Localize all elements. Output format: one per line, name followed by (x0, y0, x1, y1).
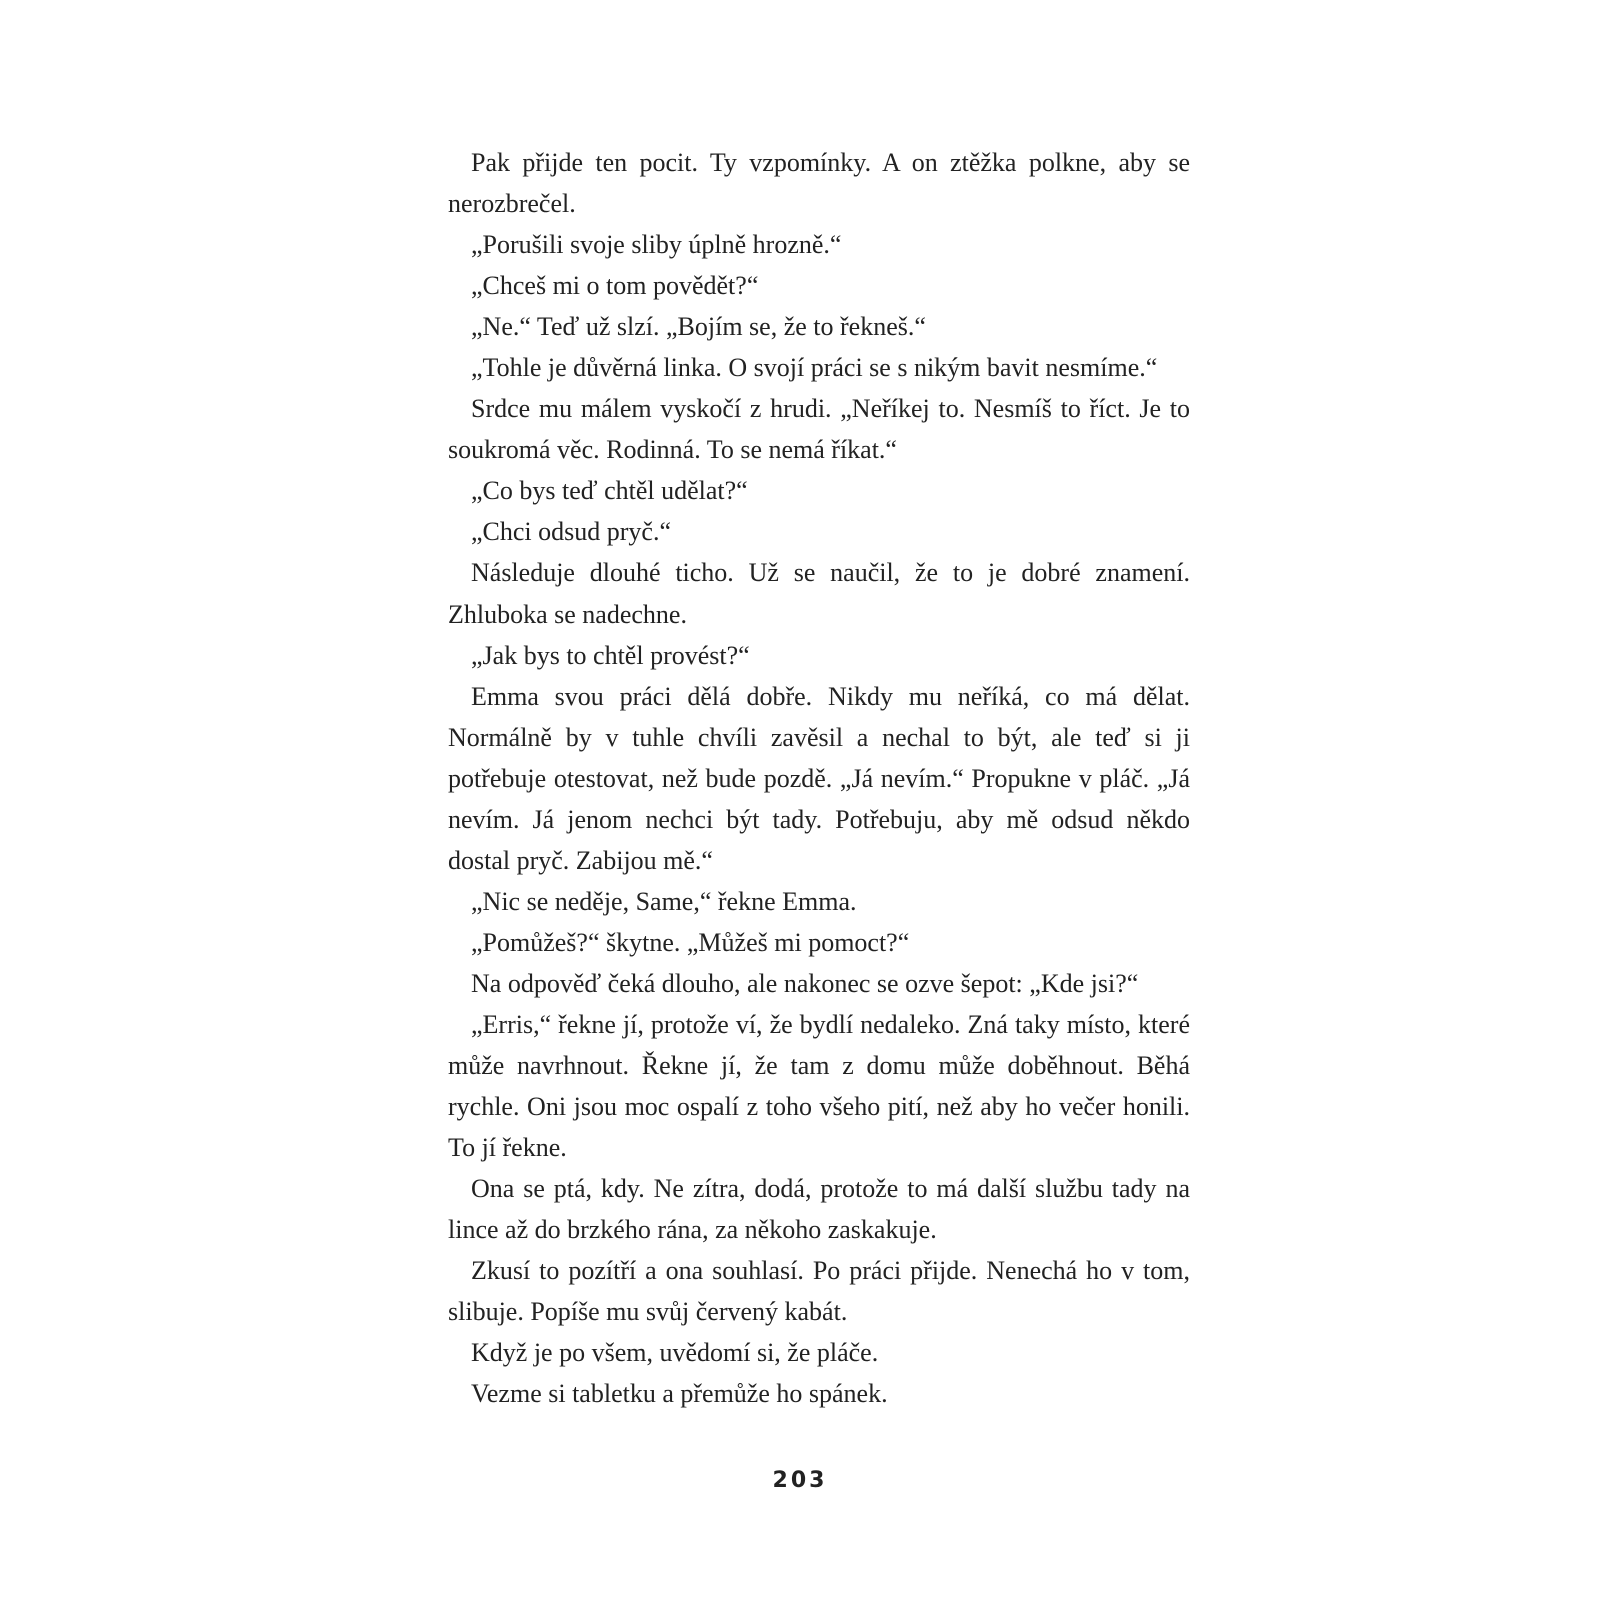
paragraph: Emma svou práci dělá dobře. Nikdy mu neříká, co má dělat. Normálně by v tuhle chvíli zavěsil a nechal to být, ale teď si ji potřebuje otestovat, než bude pozdě. „Já nevím.“ Propukne v pláč. „Já nevím. Já jenom nechci být tady. Potřebuju, aby mě odsud někdo dostal pryč. Zabijou mě.“ (448, 681, 1190, 875)
paragraph: „Pomůžeš?“ škytne. „Můžeš mi pomoct?“ (471, 927, 910, 957)
paragraph: Vezme si tabletku a přemůže ho spánek. (471, 1379, 888, 1409)
paragraph: „Chci odsud pryč.“ (471, 517, 672, 547)
paragraph: Ona se ptá, kdy. Ne zítra, dodá, protože to má další službu tady na lince až do brzkého rána, za někoho zaskakuje. (448, 1174, 1190, 1245)
paragraph: Pak přijde ten pocit. Ty vzpomínky. A on ztěžka polkne, aby se nerozbrečel. (448, 148, 1190, 219)
paragraph: „Chceš mi o tom povědět?“ (471, 271, 759, 301)
paragraph: Na odpověď čeká dlouho, ale nakonec se ozve šepot: „Kde jsi?“ (471, 968, 1139, 998)
paragraph: „Ne.“ Teď už slzí. „Bojím se, že to řekneš.“ (471, 312, 926, 342)
paragraph: Srdce mu málem vyskočí z hrudi. „Neříkej to. Nesmíš to říct. Je to soukromá věc. Rodinná. To se nemá říkat.“ (448, 394, 1190, 465)
paragraph: „Nic se neděje, Same,“ řekne Emma. (471, 886, 857, 916)
paragraph: „Jak bys to chtěl provést?“ (471, 640, 750, 670)
paragraph: „Porušili svoje sliby úplně hrozně.“ (471, 230, 842, 260)
body-text (448, 142, 1190, 1414)
paragraph: Následuje dlouhé ticho. Už se naučil, že to je dobré znamení. Zhluboka se nadechne. (448, 558, 1190, 629)
page-number: 203 (772, 1468, 828, 1493)
paragraph: „Tohle je důvěrná linka. O svojí práci se s nikým bavit nesmíme.“ (471, 353, 1158, 383)
paragraph: Když je po všem, uvědomí si, že pláče. (471, 1338, 879, 1368)
paragraph: Zkusí to pozítří a ona souhlasí. Po práci přijde. Nenechá ho v tom, slibuje. Popíše mu svůj červený kabát. (448, 1256, 1190, 1327)
paragraph: „Erris,“ řekne jí, protože ví, že bydlí nedaleko. Zná taky místo, které může navrhnout. Řekne jí, že tam z domu může doběhnout. Běhá rychle. Oni jsou moc ospalí z toho všeho pití, než aby ho večer honili. To jí řekne. (448, 1009, 1190, 1163)
paragraph: „Co bys teď chtěl udělat?“ (471, 476, 748, 506)
